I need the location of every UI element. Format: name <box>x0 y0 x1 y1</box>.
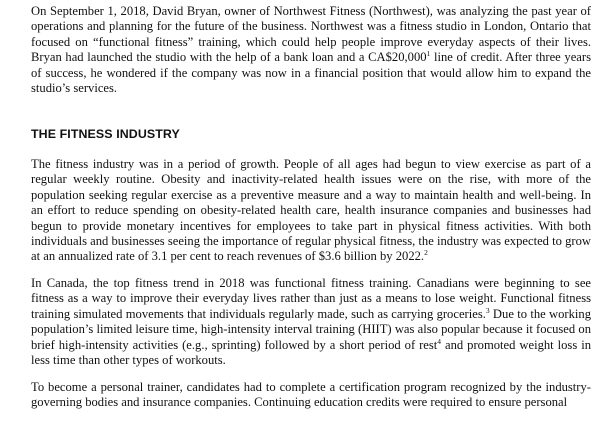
intro-text-part-2: line of credit. After three years of success, he wondered if the company was now in a financial position that would allow him to expand the studio’s services. <box>31 50 591 96</box>
canada-trends-text-part-2: Due to the working population’s limited leisure time, high-intensity interval training (HIIT) was also popular because it focused on brief high-intensity activities (e.g., sprinting) followed by a short period of rest <box>31 306 592 352</box>
footnote-marker-3[interactable]: 3 <box>485 305 490 315</box>
industry-growth-paragraph <box>31 157 591 265</box>
footnote-marker-4[interactable]: 4 <box>437 336 442 346</box>
personal-trainer-paragraph <box>31 380 591 411</box>
intro-paragraph <box>31 4 591 96</box>
section-heading-fitness-industry: THE FITNESS INDUSTRY <box>31 127 180 141</box>
canada-trends-text-part-1: In Canada, the top fitness trend in 2018 was functional fitness training. Canadians were beginning to see fitness as a way to improve their everyday lives rather than just as a means to lose weight. Functional fitness training simulated movements that individuals regularly made, such as carrying groceries. <box>31 276 591 321</box>
canada-trends-text-part-3: and promoted weight loss in less time than other types of workouts. <box>31 337 591 368</box>
footnote-marker-1[interactable]: 1 <box>426 49 431 59</box>
footnote-marker-2[interactable]: 2 <box>424 248 428 258</box>
intro-text-part-1: On September 1, 2018, David Bryan, owner of Northwest Fitness (Northwest), was analyzing the past year of operations and planning for the future of the business. Northwest was a fitness studio in London, Ontario that focused on “functional fitness” training, which could help people improve everyday aspects of their lives. Bryan had launched the studio with the help of a bank loan and a CA$20,000 <box>31 4 591 65</box>
personal-trainer-text: To become a personal trainer, candidates had to complete a certification program recognized by the industry-governing bodies and insurance companies. Continuing education credits were required to ensure personal <box>31 380 591 410</box>
canada-trends-paragraph <box>31 276 591 368</box>
industry-growth-text: The fitness industry was in a period of growth. People of all ages had begun to view exercise as part of a regular weekly routine. Obesity and inactivity-related health issues were on the rise, with more of the population seeking regular exercise as a preventive measure and a way to maintain health and well-being. In an effort to reduce spending on obesity-related health care, health insurance companies and businesses had begun to provide monetary incentives for employees to take part in physical fitness activities. With both individuals and businesses seeing the importance of regular physical fitness, the industry was expected to grow at an annualized rate of 3.1 per cent to reach revenues of $3.6 billion by 2022. <box>31 157 591 264</box>
